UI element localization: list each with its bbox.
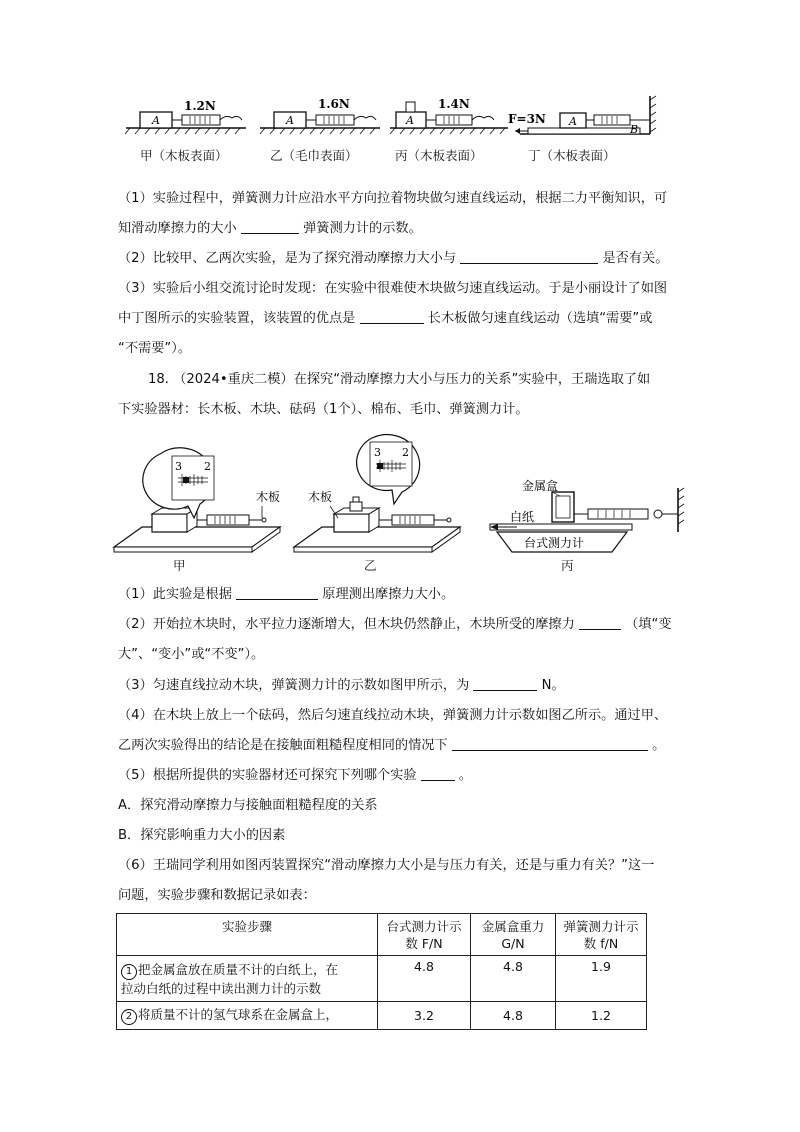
caption-bing: 丙（木板表面）: [395, 148, 483, 163]
q17-part3-line2: [118, 309, 652, 329]
q18-part1-text: （1）此实验是根据: [118, 587, 232, 602]
board-label: 木板: [308, 490, 333, 504]
q17-part1-tail: 弹簧测力计的示数。: [303, 221, 422, 236]
table-cell-G: 4.8: [471, 1002, 556, 1030]
caption2-yi: 乙: [364, 558, 377, 573]
block-label-a: A: [569, 115, 577, 128]
gauge-digit: 3: [175, 460, 182, 473]
table-cell-step: 1 把金属盒放在质量不计的白纸上，在 拉动白纸的过程中读出测力计的示数: [117, 956, 378, 1002]
block-label-a: A: [152, 114, 160, 127]
board-label-b: B: [630, 123, 639, 136]
gauge-digit: 2: [204, 460, 211, 473]
option-b: B．探究影响重力大小的因素: [118, 828, 286, 843]
q17-part3-line3: “不需要”）。: [118, 341, 192, 356]
gauge-digit: 2: [402, 446, 409, 459]
q18-part3: [118, 676, 565, 696]
q17-part3-line1: （3）实验后小组交流讨论时发现：在实验中很难使木块做匀速直线运动。于是小丽设计了如图: [118, 281, 668, 296]
answer-blank[interactable]: [236, 585, 318, 600]
q17-part1-text: 知滑动摩擦力的大小: [118, 221, 237, 236]
q18-part5: [118, 766, 472, 786]
table-header: 弹簧测力计示 数 f/N: [556, 914, 647, 956]
q18-intro-line2: 下实验器材：长木板、木块、砝码（1个）、棉布、毛巾、弹簧测力计。: [118, 402, 529, 417]
step-number: 2: [121, 1009, 137, 1025]
metal-box-label: 金属盒: [522, 479, 559, 493]
q17-part2-text: （2）比较甲、乙两次实验，是为了探究滑动摩擦力大小与: [118, 251, 457, 266]
caption-jia: 甲（木板表面）: [140, 148, 228, 163]
q18-part5-tail: 。: [458, 768, 473, 783]
q18-part1: [118, 585, 454, 605]
table-header: 台式测力计示 数 F/N: [378, 914, 471, 956]
table-header: 实验步骤: [117, 914, 378, 956]
reading-bing: 1.4N: [438, 97, 470, 111]
answer-blank[interactable]: [241, 219, 299, 234]
data-table: [116, 913, 647, 1030]
answer-blank[interactable]: [473, 676, 537, 691]
platform-scale-label: 台式测力计: [524, 536, 585, 550]
caption2-jia: 甲: [173, 558, 186, 573]
caption-ding: 丁（木板表面）: [528, 148, 616, 163]
table-cell-f: 1.2: [556, 1002, 647, 1030]
q18-part4-line2: [118, 736, 665, 756]
q17-part2-tail: 是否有关。: [602, 251, 669, 266]
table-header-row: [117, 914, 647, 956]
setup-jia: [125, 99, 246, 134]
q18-part2-text: （2）开始拉木块时，水平拉力逐渐增大，但木块仍然静止，木块所受的摩擦力: [118, 617, 575, 632]
block-label-a: A: [286, 114, 294, 127]
setup2-yi: [294, 435, 460, 552]
q17-part1-line2: [118, 219, 422, 239]
q18-part3-tail: N。: [541, 678, 565, 693]
answer-blank[interactable]: [452, 736, 648, 751]
q18-part6-line1: （6）王瑞同学利用如图丙装置探究“滑动摩擦力大小是与压力有关，还是与重力有关？”这一: [118, 858, 655, 873]
table-header: 金属盒重力 G/N: [471, 914, 556, 956]
table-cell-step: 2 将质量不计的氢气球系在金属盒上，: [117, 1002, 378, 1030]
caption2-bing: 丙: [561, 558, 574, 573]
q18-part4-text: 乙两次实验得出的结论是在接触面粗糙程度相同的情况下: [118, 738, 448, 753]
board-label: 木板: [256, 490, 281, 504]
reading-yi: 1.6N: [318, 97, 350, 111]
q18-part6-line2: 问题，实验步骤和数据记录如表：: [118, 888, 316, 903]
block-label-a: A: [406, 114, 414, 127]
table-cell-f: 1.9: [556, 956, 647, 1002]
q18-part4-line1: （4）在木块上放上一个砝码，然后匀速直线拉动木块，弹簧测力计示数如图乙所示。通过甲、: [118, 708, 668, 723]
answer-blank[interactable]: [360, 309, 424, 324]
setup-ding: [508, 96, 656, 136]
table-row: [117, 1002, 647, 1030]
table-row: [117, 956, 647, 1002]
table-cell-F: 4.8: [378, 956, 471, 1002]
q17-part2: [118, 249, 668, 269]
answer-blank[interactable]: [421, 766, 455, 781]
caption-yi: 乙（毛巾表面）: [270, 148, 358, 163]
q17-part3-tail: 长木板做匀速直线运动（选填“需要”或: [427, 311, 653, 326]
q17-part3-text: 中丁图所示的实验装置，该装置的优点是: [118, 311, 356, 326]
q17-part1-line1: （1）实验过程中，弹簧测力计应沿水平方向拉着物块做匀速直线运动，根据二力平衡知识，可: [118, 191, 668, 206]
reading-ding: F=3N: [508, 112, 546, 126]
setup2-bing: [490, 478, 684, 552]
table-cell-G: 4.8: [471, 956, 556, 1002]
q18-intro-line1: 18. （2024•重庆二模）在探究“滑动摩擦力大小与压力的关系”实验中，王瑞选取了如: [148, 372, 651, 387]
q18-part5-text: （5）根据所提供的实验器材还可探究下列哪个实验: [118, 768, 417, 783]
table-cell-F: 3.2: [378, 1002, 471, 1030]
option-a: A．探究滑动摩擦力与接触面粗糙程度的关系: [118, 798, 378, 813]
step-number: 1: [121, 964, 137, 980]
reading-jia: 1.2N: [184, 99, 216, 113]
answer-blank[interactable]: [579, 615, 621, 630]
friction-setup-figure-2: [112, 432, 692, 582]
q18-part4-tail: 。: [652, 738, 666, 753]
white-paper-label: 白纸: [510, 510, 535, 524]
q18-part2-tail: （填“变: [625, 617, 672, 632]
setup-bing: [390, 97, 508, 134]
q18-part2-line2: 大”、“变小”或“不变”）。: [118, 647, 265, 662]
setup-yi: [260, 97, 380, 134]
setup2-jia: [114, 448, 280, 552]
gauge-digit: 3: [374, 446, 381, 459]
answer-blank[interactable]: [460, 249, 598, 264]
q18-part3-text: （3）匀速直线拉动木块，弹簧测力计的示数如图甲所示，为: [118, 678, 470, 693]
q18-part2-line1: [118, 615, 672, 635]
q18-part1-tail: 原理测出摩擦力大小。: [322, 587, 455, 602]
